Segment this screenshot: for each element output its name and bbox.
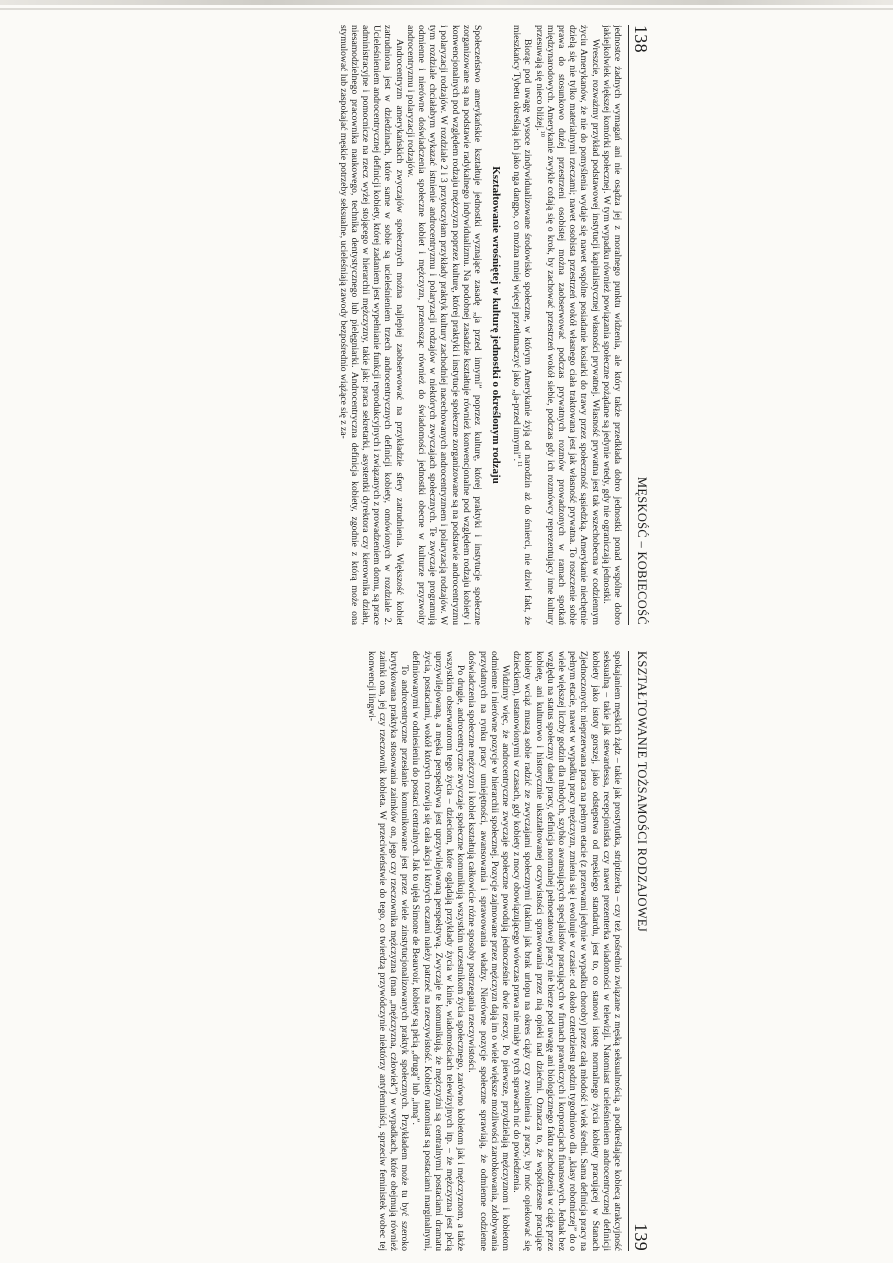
paragraph: Wreszcie, rozważmy przykład podstawowej instytucji kapitalistycznej własności prywatnej. Własność prywatna jest tak wszechobecna w codziennym życiu Amerykanów, że nie do pomyślenia wydaje się nawet wspólne posiadanie kosiarki do trawy przez społeczność sąsiedzką. Amerykanie niechętnie dzielą się nie tylko materialnymi rzeczami; nawet osobista przestrzeń wokół własnego ciała traktowana jest jak własność prywatna. To roszczenie sobie prawa do stosunkowo dużej przestrzeni osobistej można zaobserwować podczas prywatnych rozmów prowadzonych w ramach spotkań międzynarodowych. Amerykanie zwykle cofają się o krok, by zachować przestrzeń wokół siebie, podczas gdy ich rozmówcy reprezentujący inne kultury przesuwają się nieco bliżej.$^{10}$ [533, 25, 601, 625]
page-139 [237, 651, 657, 1251]
page-138 [237, 25, 657, 625]
scan-edge-artifact [0, 0, 893, 5]
page-header [628, 651, 657, 1251]
paragraph: Biorąc pod uwagę wysoce zindywidualizowane środowisko społeczne, w którym Amerykanie żyją od narodzin aż do śmierci, nie dziwi fakt, że mieszkańcy Tybetu określają ich jako nga dangpo, co można mniej więcej przetłumaczyć jako „ja-przed innymi”.$^{11}$ [511, 25, 534, 625]
paragraph: spokajaniem męskich żądz – takie jak prostytutka, striptizerka – czy też pośrednio związane z męską seksualnością, a podkreślające kobiecą atrakcyjność seksualną – takie jak stewardessa, recepcjonistka czy nawet prezenterka wiadomości w telewizji. Natomiast ucieleśnieniem androcentrycznej definicji kobiety jako istoty gorszej, jako odstępstwa od męskiego standardu, jest to, co stanowi istotę normalnego życia kobiety pracującej w Stanach Zjednoczonych: nieprzerwana praca na pełnym etacie (z przerwami jedynie w wypadku choroby) przez całą młodość i wiek średni. Sama definicja pracy na pełnym etacie, nawet w wypadku pracy mężczyzn, zmienia się i ewoluuje w czasie: od około czterdziestu godzin tygodniowo dla „klasy robotniczej” do o wiele większej liczby godzin dla młodych, szybko awansujących specjalistów pracujących w firmach prawniczych i korporacjach finansowych. Jednak bez względu na status społeczny danej pracy, definicja normalnej pełnoetatowej pracy nie bierze pod uwagę ani biologicznego faktu zachodzenia w ciążę przez kobietę, ani kulturowo i historycznie ukształtowanej oczywistości sprawowania przez nią opieki nad dziećmi. Oznacza to, że współczesne pracujące kobiety wciąż muszą sobie radzić ze zwyczajami społecznymi (takimi jak brak urlopu na okres ciąży czy zwolnienia z pracy, by móc opiekować się dzieckiem), ustanowionymi w czasach, gdy kobiety z mocy obowiązującego wówczas prawa nie miały w tych sprawach nic do powiedzenia. [511, 651, 623, 1251]
page-header [628, 25, 657, 625]
paragraph: Androcentryzm amerykańskich zwyczajów społecznych można najlepiej zaobserwować na przykładzie sfery zatrudnienia. Większość kobiet zatrudniona jest w dziedzinach, które same w sobie są ucieleśnieniem trzech androcentrycznych definicji kobiety, omówionych w rozdziale 2. Ucieleśnieniem androcentrycznej definicji kobiety, której zadaniem jest wypełnianie funkcji reprodukcyjnych i związanych z prowadzeniem domu, są prace administracyjne i pomocnicze na rzecz wyżej stojącego w hierarchii mężczyzny, takie jak: praca sekretarki, asystentki dyrektora czy kierownika działu, niesamodzielnego pracownika naukowego, technika dentystycznego lub pielęgniarki. Androcentryczna definicja kobiety, zgodnie z którą może ona stymulować lub zaspokajać męskie potrzeby seksualne, ucieleśniają zawody bezpośrednio wiążące się z za- [337, 25, 405, 625]
running-title: KSZTAŁTOWANIE TOŻSAMOŚCI RODZAJOWEJ [635, 651, 649, 933]
paragraph: Po drugie, androcentryczne zwyczaje społeczne komunikują wszystkim uczestnikom życia społecznego, zarówno kobietom jak i mężczyznom, a także wszystkim obserwatorom tego życia – dzieciom, które oglądają przykłady życia w kinie, wiadomościach telewizyjnych itp. – że mężczyzna jest płcią uprzywilejowaną, a męska perspektywa jest uprzywilejowaną perspektywą. Zwyczaje te komunikują, że mężczyźni są centralnymi postaciami dramatu życia, postaciami, wokół których rozwija się cała akcja i których oczami należy patrzeć na rzeczywistość. Kobiety natomiast są postaciami marginalnymi, definiowanymi w odniesieniu do postaci centralnych. Jak to ujęła Simone de Beauvoir, kobiety są płcią „drugą” lub „inną”. [410, 651, 467, 1251]
section-heading: Kształtowanie wrośniętej w kulturę jednostki o określonym rodzaju [489, 166, 502, 484]
page-body [237, 651, 623, 1251]
page-number: 138 [631, 25, 651, 53]
paragraph: To androcentryczne przesłanie komunikowane jest przez wiele zinstytucjonalizowanych praktyk społecznych. Przykładem może tu być szeroko krytykowana praktyka stosowania zaimków on, jego czy rzeczownika mężczyzna (man „mężczyzna, człowiek”) w wypadkach, które obejmują również zaimki ona, jej czy rzeczownik kobieta. W przeciwieństwie do tego, co twierdzą przywódczynie niektórzy antyfeminiści, sprzeciw feministek wobec tej konwencji lingwi- [365, 651, 411, 1251]
paragraph: jednostce żadnych wymagań ani nie osądza jej z moralnego punktu widzenia, ale który także przedkłada dobro jednostki ponad wspólne dobro jakiejkolwiek większej komórki społecznej. W tym wypadku również powiązania społeczne pożądane są jedynie wtedy, gdy nie ograniczają jednostki. [600, 25, 623, 625]
scan-edge-artifact [0, 8, 893, 10]
page-body [237, 25, 623, 625]
running-title: MĘSKOŚĆ – KOBIECOŚĆ [635, 476, 649, 625]
footnote-marker: 10 [538, 130, 546, 137]
page-number: 139 [631, 1223, 651, 1251]
paragraph: Społeczeństwo amerykańskie kształtuje jednostki wyznające zasadę „ja przed innymi” poprzez kulturę, której praktyki i instytucje społeczne zorganizowane są na podstawie radykalnego indywidualizmu. Na podobnej zasadzie kształtuje również konwencjonalne pod względem rodzaju kobiety i konwencjonalnych pod względem rodzaju mężczyzn poprzez kulturę, której praktyki i instytucje społeczne zorganizowane są na podstawie androcentryzmu i polaryzacji rodzajów. W rozdziale 2 i 3 przytoczyłam przykłady praktyk kultury zachodniej nacechowanych androcentryzmem i polaryzacją rodzajów. W tym rozdziale chciałabym wykazać istnienie androcentryzmu i polaryzacji rodzajów w niektórych zwyczajach społecznych. Te zwyczaje programują odmienne i nierówne doświadczenia społeczne kobiet i mężczyzn, przenosząc również do świadomości jednostki obecne w kulturze przyzwoity androcentryzmu i polaryzacji rodzajów. [404, 25, 483, 625]
footnote-marker: 11 [516, 461, 524, 468]
paragraph: Widzimy więc, że androcentryczne zwyczaje społeczne powodują jednocześnie dwie rzeczy. Po pierwsze, przydzielają mężczyznom i kobietom odmienne i nierówne pozycje w hierarchii społecznej. Pozycje zajmowane przez mężczyzn dają im o wiele większe możliwości zarobkowania, zdobywania przydatnych na rynku pracy umiejętności, awansowania i sprawowania władzy. Nierówne pozycje społeczne sprawiają, że odmienne codzienne doświadczenia społeczne mężczyzn i kobiet kształtują całkowicie różne sposoby postrzegania rzeczywistości. [466, 651, 511, 1251]
